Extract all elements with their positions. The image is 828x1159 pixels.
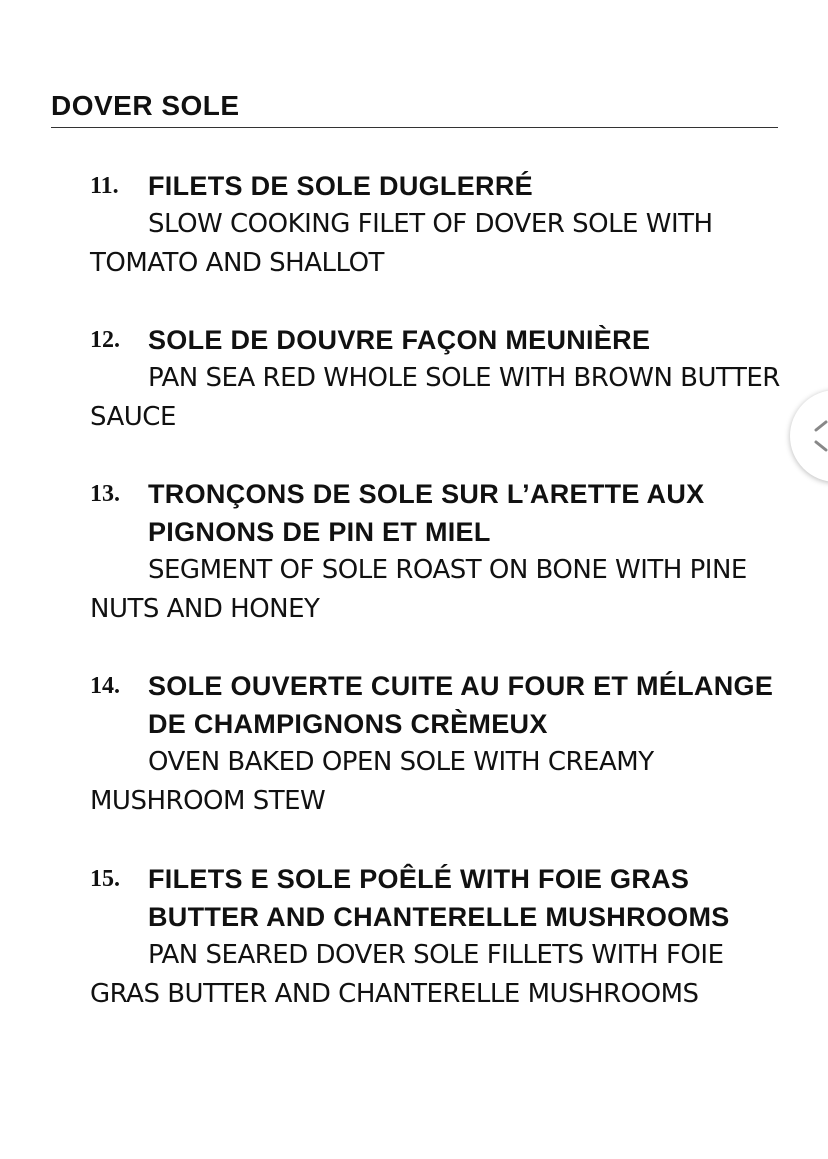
menu-item-number: 14. xyxy=(90,673,120,699)
menu-item-description: SEGMENT OF SOLE ROAST ON BONE WITH PINE NUTS AND HONEY xyxy=(90,555,747,624)
menu-item-number: 15. xyxy=(90,866,120,892)
menu-item-number: 12. xyxy=(90,327,120,353)
section-title: DOVER SOLE xyxy=(51,90,240,121)
scroll-handle[interactable] xyxy=(790,390,828,482)
menu-item-header xyxy=(90,475,790,551)
menu-item-title: SOLE DE DOUVRE FAÇON MEUNIÈRE xyxy=(148,325,651,355)
menu-item-header xyxy=(90,321,790,359)
menu-item-header xyxy=(90,167,790,205)
menu-item-title: FILETS DE SOLE DUGLERRÉ xyxy=(148,171,533,201)
chevron-icon xyxy=(812,418,828,454)
menu-item-description: OVEN BAKED OPEN SOLE WITH CREAMY MUSHROOM STEW xyxy=(90,747,654,816)
menu-item xyxy=(90,167,790,282)
menu-item-description: PAN SEARED DOVER SOLE FILLETS WITH FOIE GRAS BUTTER AND CHANTERELLE MUSHROOMS xyxy=(90,940,724,1009)
menu-item xyxy=(90,667,790,820)
menu-item xyxy=(90,860,790,1013)
menu-item-description: PAN SEA RED WHOLE SOLE WITH BROWN BUTTER SAUCE xyxy=(90,363,780,432)
menu-item xyxy=(90,475,790,628)
menu-item-title: SOLE OUVERTE CUITE AU FOUR ET MÉLANGE DE CHAMPIGNONS CRÈMEUX xyxy=(148,671,774,739)
menu-item-header xyxy=(90,860,790,936)
menu-item-header xyxy=(90,667,790,743)
menu-item-title: FILETS E SOLE POÊLÉ WITH FOIE GRAS BUTTER AND CHANTERELLE MUSHROOMS xyxy=(148,864,730,932)
menu-item-description: SLOW COOKING FILET OF DOVER SOLE WITH TOMATO AND SHALLOT xyxy=(90,209,713,278)
menu-item-number: 11. xyxy=(90,173,119,199)
menu-item-title: TRONÇONS DE SOLE SUR L’ARETTE AUX PIGNONS DE PIN ET MIEL xyxy=(148,479,705,547)
menu-item-number: 13. xyxy=(90,481,120,507)
menu-item xyxy=(90,321,790,436)
section-divider xyxy=(51,127,778,128)
